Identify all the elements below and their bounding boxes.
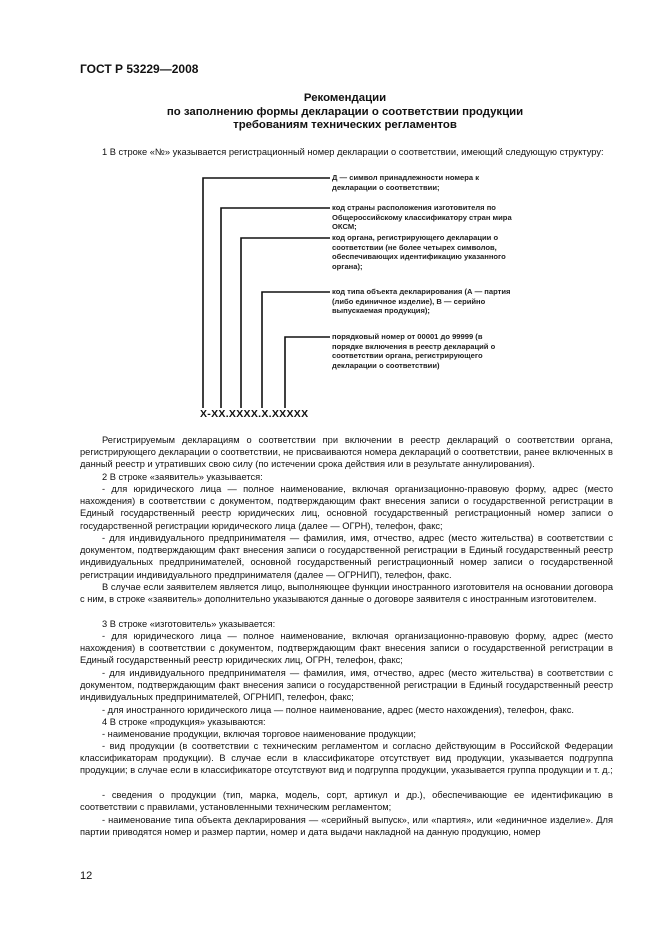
paragraph: - для иностранного юридического лица — полное наименование, адрес (место нахождения), телефон, факс. [102, 705, 574, 715]
paragraph: В случае если заявителем является лицо, выполняющее функции иностранного изготовителя на основании договора с ним, в строке «заявитель» дополнительно указываются данные о договоре заявителя с иностранным изготовителем. [80, 582, 613, 605]
title-line-3: требованиям технических регламентов [233, 119, 457, 131]
title-line-2: по заполнению формы декларации о соответствии продукции [166, 105, 524, 118]
bracket-line-4 [262, 292, 330, 408]
bracket-line-5 [285, 337, 330, 408]
diagram-label-3: код органа, регистрирующего декларации о соответствии (не более четырех символов, обеспечивающих идентификацию указанного органа); [332, 233, 506, 271]
diagram-label-2: код страны расположения изготовителя по Общероссийскому классификатору стран мира ОКСМ; [332, 203, 512, 232]
diagram-label-5: порядковый номер от 00001 до 99999 (в порядке включения в реестр деклараций о соответствии органа, регистрирующего декларации о соответствии) [332, 332, 496, 370]
paragraph: - сведения о продукции (тип, марка, модель, сорт, артикул и др.), обеспечивающие ее идентификацию в соответствии с правилами, установленными техническим регламентом; [80, 790, 613, 813]
paragraph: 3 В строке «изготовитель» указывается: [102, 619, 276, 629]
paragraph: 2 В строке «заявитель» указывается: [102, 472, 263, 482]
page-number: 12 [80, 870, 93, 882]
paragraph: 4 В строке «продукция» указываются: [102, 717, 266, 727]
paragraph: - для юридического лица — полное наименование, включая организационно-правовую форму, адрес (место нахождения) в соответствии с документом, подтверждающим факт внесения записи о государственной регистрации в Единый государственный реестр юридических лиц, ОГРН, телефон, факс; [80, 631, 613, 666]
paragraph: - для индивидуального предпринимателя — фамилия, имя, отчество, адрес (место жительства) в соответствии с документом, подтверждающим факт внесения записи о государственной регистрации в Единый государственный реестр индивидуальных предпринимателей, основной государственный регистрационный номер записи о государственной регистрации индивидуального предпринимателя (далее — ОГРНИП), телефон, факс. [80, 533, 613, 580]
paragraph: - наименование продукции, включая торговое наименование продукции; [102, 729, 416, 739]
document-header: ГОСТ Р 53229—2008 [80, 62, 199, 76]
bracket-line-1 [203, 178, 330, 408]
intro-paragraph: 1 В строке «№» указывается регистрационный номер декларации о соответствии, имеющий следующую структуру: [102, 147, 604, 157]
number-template: X-XX.XXXX.X.XXXXX [200, 408, 309, 420]
paragraph: - наименование типа объекта декларирования — «серийный выпуск», или «партия», или «единичное изделие». Для партии приводятся номер и размер партии, номер и дата выдачи накладной на данную продукцию, номер [80, 815, 613, 838]
title-line-1: Рекомендации [303, 92, 387, 104]
diagram-label-4: код типа объекта декларирования (А — партия (либо единичное изделие), В — серийно выпускаемая продукция); [332, 287, 511, 316]
paragraph: - для юридического лица — полное наименование, включая организационно-правовую форму, адрес (место нахождения) в соответствии с документом, подтверждающим факт внесения записи о государственной регистрации в Единый государственный реестр юридических лиц, основной государственный регистрационный номер записи о государственной регистрации юридического лица (далее — ОГРН), телефон, факс; [80, 484, 613, 531]
paragraph: Регистрируемым декларациям о соответствии при включении в реестр деклараций о соответствии органа, регистрирующего декларации о соответствии, не присваиваются номера деклараций о соответствии, ранее включенных в данный реестр и утративших свою силу (по истечении срока действия или в результате аннулирования). [80, 435, 613, 470]
paragraph: - вид продукции (в соответствии с техническим регламентом и согласно действующим в Российской Федерации классификаторам продукции). В случае если в классификаторе отсутствует вид продукции, указывается подгруппа продукции; в случае если в классификаторе отсутствуют вид и подгруппа продукции, указывается группа продукции и т. д.; [80, 741, 613, 776]
paragraph: - для индивидуального предпринимателя — фамилия, имя, отчество, адрес (место жительства) в соответствии с документом, подтверждающим факт внесения записи о государственной регистрации в Единый государственный реестр индивидуальных предпринимателей, ОГРНИП, телефон, факс; [80, 668, 613, 703]
diagram-label-1: Д — символ принадлежности номера к декларации о соответствии; [332, 173, 480, 192]
